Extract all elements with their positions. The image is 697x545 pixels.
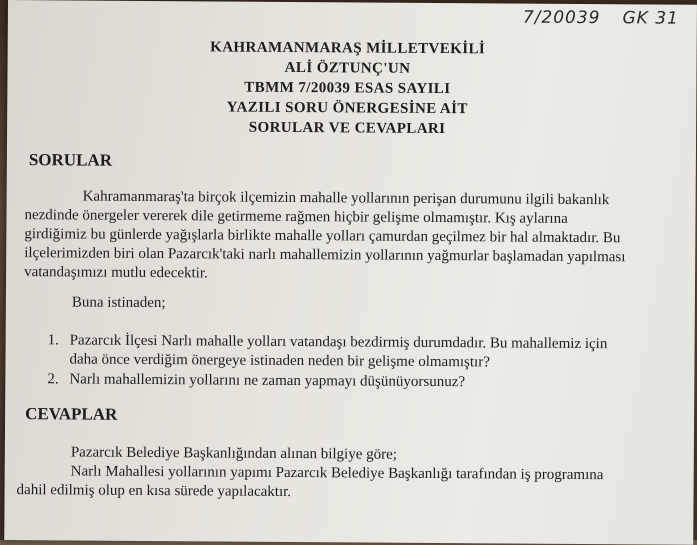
handwritten-ref: 7/20039: [522, 7, 601, 29]
title-line: KAHRAMANMARAŞ MİLLETVEKİLİ: [210, 39, 486, 58]
question-line: daha önce verdiğim önergeye istinaden neden bir gelişme olmamıştır?: [69, 351, 490, 371]
answer-line: Pazarcık Belediye Başkanlığından alınan bilgiye göre;: [70, 444, 398, 463]
paragraph-line: girdiğimiz bu günlerde yağışlarla birlikte mahalle yolları çamurdan geçilmez bir hal almaktadır. Bu: [24, 226, 621, 247]
paragraph-line: ilçelerimizden biri olan Pazarcık'taki narlı mahallemizin yollarının yağmurlar başlamadan yapılması: [24, 245, 626, 266]
handwritten-code: GK 31: [622, 8, 679, 29]
questions-intro-paragraph: [24, 187, 657, 286]
questions-lead: Buna istinaden;: [71, 294, 166, 312]
question-item: [47, 331, 647, 375]
title-line: SORULAR VE CEVAPLARI: [248, 119, 446, 138]
answer-line: Narlı Mahallesi yollarının yapımı Pazarcık Belediye Başkanlığı tarafından iş programına: [70, 463, 604, 484]
title-line: YAZILI SORU ÖNERGESİNE AİT: [226, 99, 468, 118]
paragraph-line: vatandaşımızı mutlu edecektir.: [24, 264, 208, 282]
paragraph-line: Kahramanmaraş'ta birçok ilçemizin mahalle yollarının perişan durumunu ilgili bakanlık: [82, 188, 610, 209]
question-line: Pazarcık İlçesi Narlı mahalle yolları vatandaşı bezdirmiş durumdadır. Bu mahallemiz için: [69, 332, 608, 353]
answer-line: dahil edilmiş olup en kısa sürede yapılacaktır.: [16, 482, 292, 500]
question-item: [47, 370, 647, 394]
question-line: Narlı mahallemizin yollarını ne zaman yapmayı düşünüyorsunuz?: [69, 371, 466, 391]
answers-paragraph: [16, 443, 671, 504]
handwritten-annotation: [501, 7, 679, 28]
paragraph-line: nezdinde önergeler vererek dile getirmeme rağmen hiçbir gelişme olmamıştır. Kış aylarına: [24, 207, 568, 227]
answers-heading: CEVAPLAR: [25, 404, 118, 424]
document-page: [4, 0, 697, 545]
title-line: TBMM 7/20039 ESAS SAYILI: [244, 79, 451, 98]
questions-heading: SORULAR: [28, 150, 113, 170]
title-line: ALİ ÖZTUNÇ'UN: [284, 59, 411, 77]
question-number: 2.: [47, 371, 59, 388]
question-number: 1.: [47, 332, 59, 349]
document-title: [7, 36, 688, 141]
